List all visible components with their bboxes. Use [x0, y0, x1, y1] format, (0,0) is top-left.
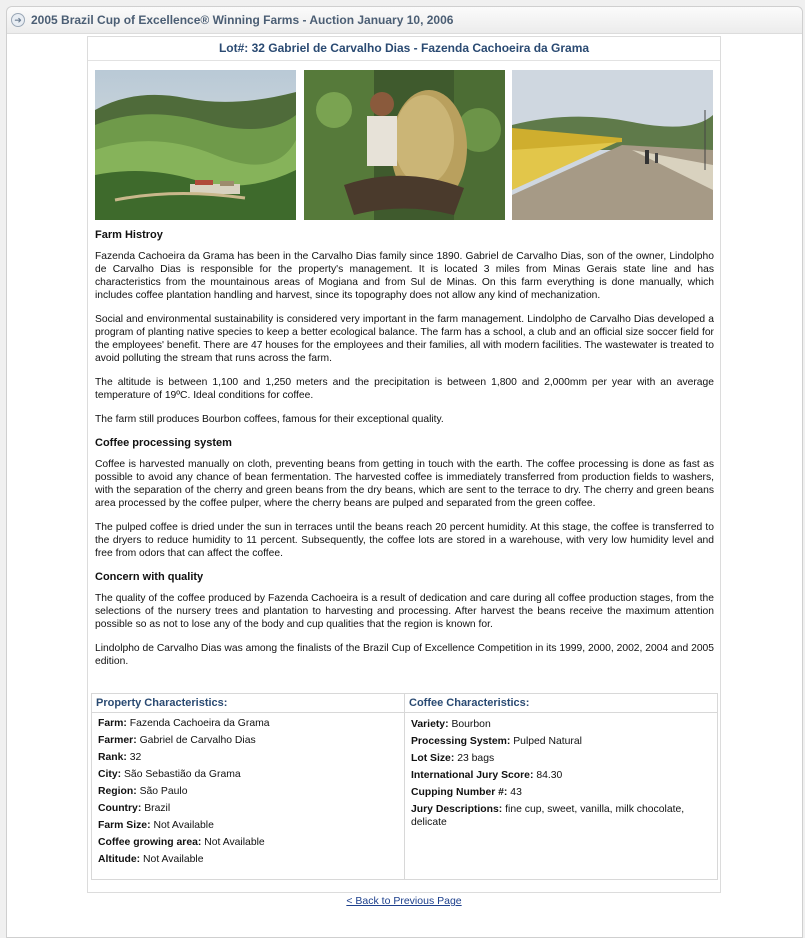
characteristics-table: [91, 693, 718, 880]
back-link[interactable]: < Back to Previous Page: [346, 895, 462, 907]
farm-history-paragraph: Social and environmental sustainability is considered very important in the farm management. Lindolpho de Carvalho Dias developed a program of planting native species to keep a better ecological balance. The farm has a school, a club and an official size soccer field for the employees' benefit. There are 47 houses for the employees and their families, all with modern facilities. The wastewater is treated to avoid polluting the stream that runs across the farm.: [95, 314, 714, 364]
quality-paragraph: The quality of the coffee produced by Fazenda Cachoeira is a result of dedication and care during all coffee production stages, from the selections of the nursery trees and plantation to harvesting and processing. After harvest the beans receive the maximum attention possible so as not to lose any of the body and cup qualities that the region is known for.: [95, 593, 714, 630]
coffee-worker-photo: [304, 70, 505, 220]
lot-title: Lot#: 32 Gabriel de Carvalho Dias - Fazenda Cachoeira da Grama: [88, 37, 720, 61]
property-row: Farmer: Gabriel de Carvalho Dias: [98, 735, 256, 746]
photo-strip: [88, 61, 720, 220]
coffee-row: Jury Descriptions: fine cup, sweet, vanilla, milk chocolate, delicate: [411, 804, 685, 828]
property-row: City: São Sebastião da Grama: [98, 769, 241, 780]
farm-history-paragraph: The altitude is between 1,100 and 1,250 meters and the precipitation is between 1,800 and 2,000mm per year with an average temperature of 19ºC. Ideal conditions for coffee.: [95, 377, 714, 401]
farm-landscape-photo: [95, 70, 296, 220]
coffee-row: International Jury Score: 84.30: [411, 770, 563, 781]
coffee-row: Cupping Number #: 43: [411, 787, 522, 798]
property-row: Country: Brazil: [98, 803, 171, 814]
coffee-row: Variety: Bourbon: [411, 719, 491, 730]
farm-history-paragraph: The farm still produces Bourbon coffees, famous for their exceptional quality.: [95, 414, 444, 425]
property-row: Altitude: Not Available: [98, 854, 204, 865]
property-row: Farm: Fazenda Cachoeira da Grama: [98, 718, 270, 729]
panel-header: [7, 7, 802, 34]
quality-paragraph: Lindolpho de Carvalho Dias was among the finalists of the Brazil Cup of Excellence Competition in its 1999, 2000, 2002, 2004 and 2005 edition.: [95, 643, 714, 667]
property-row: Farm Size: Not Available: [98, 820, 214, 831]
coffee-row: Processing System: Pulped Natural: [411, 736, 582, 747]
property-row: Region: São Paulo: [98, 786, 188, 797]
quality-heading: Concern with quality: [95, 571, 204, 583]
coffee-characteristics: [405, 694, 717, 879]
property-row: Rank: 32: [98, 752, 142, 763]
property-characteristics: [92, 694, 405, 879]
farm-history-heading: Farm Histroy: [95, 229, 163, 241]
farm-description: [88, 229, 720, 668]
lot-detail: [87, 36, 721, 907]
panel-title: 2005 Brazil Cup of Excellence® Winning Farms - Auction January 10, 2006: [31, 13, 454, 27]
property-heading: Property Characteristics:: [92, 694, 404, 713]
coffee-heading: Coffee Characteristics:: [405, 694, 717, 713]
processing-paragraph: Coffee is harvested manually on cloth, preventing beans from getting in touch with the earth. The coffee processing is done as fast as possible to avoid any chance of bean fermentation. The harvested coffee is immediately transferred from production fields to washers, with the separation of the cherry and green beans from the dry beans, which are sent to the terrace to dry. The cherry and green beans area processed by the coffee pulper, where the cherry beans are pulped and separated from the green coffee.: [95, 459, 714, 509]
coffee-row: Lot Size: 23 bags: [411, 753, 495, 764]
processing-paragraph: The pulped coffee is dried under the sun in terraces until the beans reach 20 percent humidity. At this stage, the coffee is transferred to the dryers to reduce humidity to 11 percent. Subsequently, the coffee lots are stored in a warehouse, with very low humidity level and free from odors that can affect the coffee.: [95, 522, 714, 559]
auction-panel: [6, 6, 803, 938]
drying-terrace-photo: [512, 70, 713, 220]
property-row: Coffee growing area: Not Available: [98, 837, 265, 848]
farm-history-paragraph: Fazenda Cachoeira da Grama has been in the Carvalho Dias family since 1890. Gabriel de Carvalho Dias, son of the owner, Lindolpho de Carvalho Dias is responsible for the property's management. It is located 3 miles from Minas Gerais state line and has characteristics from the mountainous areas of Mogiana and from Sul de Minas. On this farm everything is done manually, which includes coffee plantation handling and harvest, since its topography does not allow any kind of mechanization.: [95, 251, 714, 301]
processing-heading: Coffee processing system: [95, 437, 232, 449]
arrow-right-icon[interactable]: ➜: [11, 13, 25, 27]
